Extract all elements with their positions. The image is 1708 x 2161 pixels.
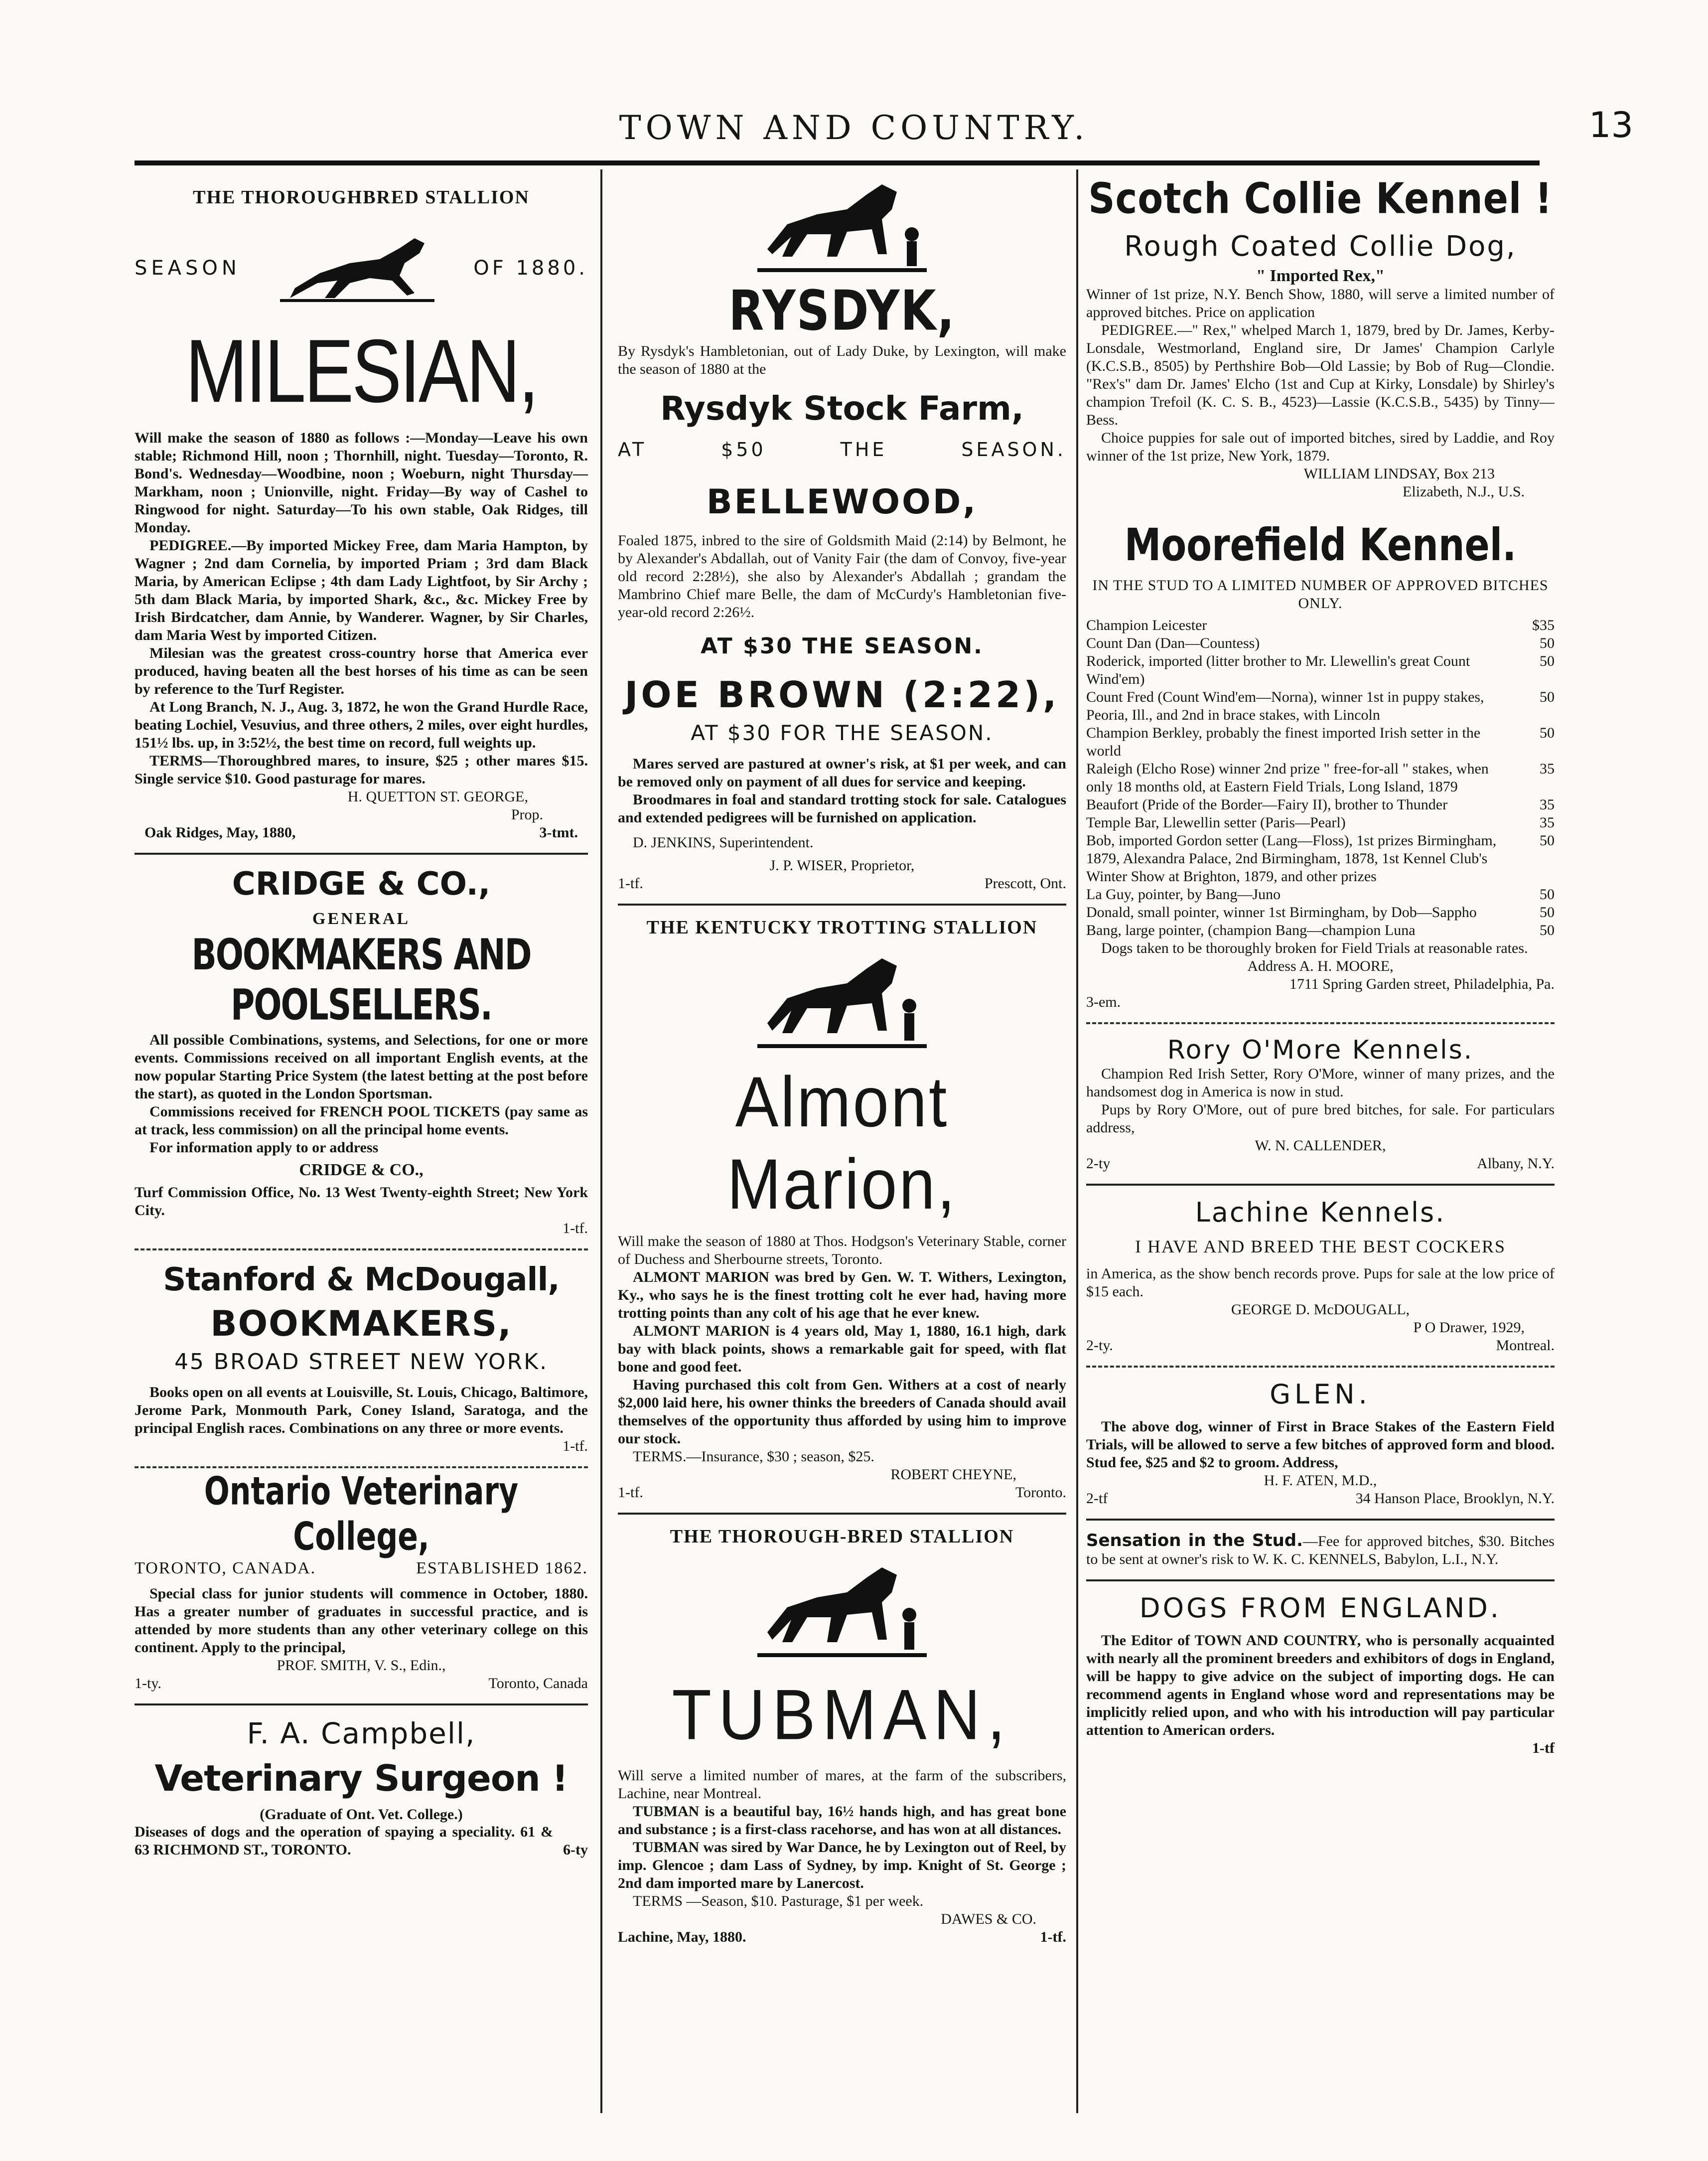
lachine-name: Lachine Kennels. (1195, 1197, 1446, 1228)
stud-dog-row (1086, 904, 1555, 922)
tubman-p3: TUBMAN was sired by War Dance, he by Lexington out of Reel, by imp. Glencoe ; dam Lass of Sydney, by imp. Knight of St. George ; 2nd dam imported mare by Lanercost. (618, 1839, 1066, 1891)
stud-dog-name: Champion Berkley, probably the finest imported Irish setter in the world (1086, 725, 1481, 759)
ad-glen (1086, 1379, 1555, 1508)
rysdyk-season: SEASON. (961, 439, 1066, 461)
moorefield-code: 3-em. (1086, 994, 1121, 1010)
ovc-name: Ontario Veterinary College, (204, 1469, 519, 1559)
tubman-footer-place: Lachine, May, 1880. (618, 1929, 746, 1945)
stud-dog-fee: $35 (1532, 617, 1555, 633)
separator (135, 1248, 588, 1250)
england-code: 1-tf (1532, 1740, 1555, 1756)
scotch-p3: Choice puppies for sale out of imported bitches, sired by Laddie, and Roy winner of the 1st prize, New York, 1879. (1086, 430, 1555, 464)
stud-dog-fee: 50 (1540, 653, 1555, 669)
stud-dog-name: Raleigh (Elcho Rose) winner 2nd prize " free-for-all " stakes, when only 18 months old, at Eastern Field Trials, Long Island, 1879 (1086, 761, 1489, 795)
stud-dog-fee: 35 (1540, 814, 1555, 831)
joebrown-code: 1-tf. (618, 875, 643, 892)
column-rule-1 (600, 169, 602, 2113)
rysdyk-p1: By Rysdyk's Hambletonian, out of Lady Duke, by Lexington, will make the season of 1880 at the (618, 343, 1066, 377)
lachine-code: 2-ty. (1086, 1337, 1113, 1354)
joebrown-superintendent: D. JENKINS, Superintendent. (633, 834, 814, 851)
stud-dog-name: Temple Bar, Llewellin setter (Paris—Pearl) (1086, 814, 1346, 831)
stud-dog-fee: 50 (1540, 904, 1555, 921)
tubman-code: 1-tf. (1040, 1929, 1066, 1945)
cridge-p1: All possible Combinations, systems, and Selections, for one or more events. Commissions received on all important English events, at the now popular Starting Price System (the latest betting at the post before the start), as quoted in the London Sportsman. (135, 1032, 588, 1102)
separator (1086, 1022, 1555, 1024)
tubman-name: TUBMAN, (672, 1674, 1012, 1755)
almont-p4: Having purchased this colt from Gen. Withers at a cost of nearly $2,000 laid here, his owner thinks the breeders of Canada should avail themselves of the opportunity thus afforded by using him to improve our stock. (618, 1377, 1066, 1447)
separator (1086, 1519, 1555, 1521)
lachine-city: Montreal. (1496, 1337, 1555, 1354)
joebrown-p1: Mares served are pastured at owner's risk, at $1 per week, and can be removed only on payment of all dues for service and keeping. (618, 756, 1066, 790)
joebrown-p2: Broodmares in foal and standard trotting stock for sale. Catalogues and extended pedigrees will be furnished on application. (618, 791, 1066, 826)
ovc-established: ESTABLISHED 1862. (416, 1559, 588, 1577)
ad-stanford (135, 1261, 588, 1455)
stud-dog-name: Bob, imported Gordon setter (Lang—Floss), 1st prizes Birmingham, 1879, Alexandra Palace, 2nd Birmingham, 1878, 1st Kennel Club's Winter Show at Brighton, 1879, and other prizes (1086, 832, 1497, 885)
separator (1086, 1579, 1555, 1581)
ad-tubman (618, 1526, 1066, 1946)
stanford-name: Stanford & McDougall, (163, 1261, 560, 1298)
column-3 (1086, 174, 1555, 1757)
stanford-p1: Books open on all events at Louisville, St. Louis, Chicago, Baltimore, Jerome Park, Monmouth Park, Coney Island, Saratoga, and the principal English races. Combinations on any three or more events. (135, 1384, 588, 1436)
rory-signature: W. N. CALLENDER, (1255, 1137, 1386, 1154)
moorefield-signature: Address A. H. MOORE, (1247, 958, 1394, 974)
separator (1086, 1366, 1555, 1368)
separator (135, 1466, 588, 1468)
stanford-sub: BOOKMAKERS, (210, 1303, 512, 1344)
stud-dog-name: Count Fred (Count Wind'em—Norna), winner 1st in puppy stakes, Peoria, Ill., and 2nd in brace stakes, with Lincoln (1086, 689, 1484, 723)
tubman-p2: TUBMAN is a beautiful bay, 16½ hands high, and has great bone and substance ; is a first-class racehorse, and has won at all distances. (618, 1803, 1066, 1838)
ad-milesian (135, 186, 588, 842)
tubman-terms: TERMS —Season, $10. Pasturage, $1 per week. (633, 1893, 924, 1909)
campbell-p1: Diseases of dogs and the operation of spaying a speciality. 61 & 63 RICHMOND ST., TORONTO. (135, 1824, 554, 1858)
stud-dog-fee: 50 (1540, 886, 1555, 903)
almont-kicker: THE KENTUCKY TROTTING STALLION (646, 917, 1038, 938)
ad-dogs-from-england (1086, 1592, 1555, 1757)
ad-bellewood (618, 482, 1066, 659)
lachine-box: P O Drawer, 1929, (1413, 1319, 1525, 1336)
moorefield-p1: Dogs taken to be thoroughly broken for Field Trials at reasonable rates. (1101, 940, 1528, 956)
moorefield-address: 1711 Spring Garden street, Philadelphia, Pa. (1289, 976, 1555, 992)
ad-almont-marion (618, 917, 1066, 1502)
rory-p2: Pups by Rory O'More, out of pure bred bitches, for sale. For particulars address, (1086, 1101, 1555, 1136)
ad-campbell (135, 1716, 588, 1859)
ovc-city: Toronto, Canada (488, 1675, 588, 1692)
separator (135, 1703, 588, 1705)
milesian-footer-place: Oak Ridges, May, 1880, (144, 824, 296, 841)
ad-moorefield (1086, 519, 1555, 1011)
almont-terms: TERMS.—Insurance, $30 ; season, $25. (633, 1448, 874, 1465)
stud-dog-fee: 50 (1540, 689, 1555, 705)
stud-dog-name: La Guy, pointer, by Bang—Juno (1086, 886, 1281, 903)
almont-p2: ALMONT MARION was bred by Gen. W. T. Withers, Lexington, Ky., who says he is the finest trotting colt he ever had, having more trotting points than any colt of his age that he ever knew. (618, 1269, 1066, 1321)
sensation-lead: Sensation in the Stud. (1086, 1531, 1303, 1550)
campbell-title: Veterinary Surgeon ! (154, 1757, 568, 1799)
stud-dog-name: Bang, large pointer, (champion Bang—champion Luna (1086, 922, 1416, 938)
rysdyk-farm: Rysdyk Stock Farm, (660, 389, 1024, 428)
stud-dog-row (1086, 760, 1555, 796)
separator (618, 1513, 1066, 1515)
scotch-city: Elizabeth, N.J., U.S. (1403, 483, 1525, 500)
horse-and-groom-icon (752, 948, 932, 1058)
joebrown-proprietor: J. P. WISER, Proprietor, (769, 857, 915, 874)
rysdyk-name: RYSDYK, (728, 279, 956, 343)
rysdyk-the: THE (840, 439, 887, 461)
glen-p1: The above dog, winner of First in Brace Stakes of the Eastern Field Trials, will be allowed to serve a few bitches of approved form and blood. Stud fee, $25 and $2 to groom. Address, (1086, 1418, 1555, 1471)
bellewood-terms: AT $30 THE SEASON. (701, 633, 984, 659)
almont-name: Almont Marion, (727, 1062, 957, 1224)
cridge-p2: Commissions received for FRENCH POOL TICKETS (pay same as at track, less commission) on all the principal home events. (135, 1103, 588, 1138)
bellewood-name: BELLEWOOD, (706, 482, 978, 522)
season-right: OF 1880. (473, 257, 588, 280)
sensation-text: —Fee for approved bitches, $30. Bitches to be sent at owner's risk to W. K. C. KENNELS, Babylon, L.I., N.Y. (1086, 1533, 1555, 1567)
separator (618, 904, 1066, 906)
column-rule-2 (1076, 169, 1078, 2113)
campbell-sub: (Graduate of Ont. Vet. College.) (260, 1806, 463, 1823)
ad-lachine-kennels (1086, 1197, 1555, 1355)
almont-p1: Will make the season of 1880 at Thos. Hodgson's Veterinary Stable, corner of Duchess and Sherbourne streets, Toronto. (618, 1233, 1066, 1267)
separator (135, 853, 588, 855)
almont-p3: ALMONT MARION is 4 years old, May 1, 1880, 16.1 high, dark bay with black points, shows a remarkable gait for speed, with flat bone and good feet. (618, 1323, 1066, 1375)
stud-dog-list (1086, 617, 1555, 939)
ad-cridge (135, 866, 588, 1237)
ad-rysdyk (618, 174, 1066, 461)
stanford-code: 1-tf. (563, 1438, 588, 1454)
cridge-title: BOOKMAKERS AND POOLSELLERS. (191, 929, 531, 1030)
milesian-schedule: Will make the season of 1880 as follows :—Monday—Leave his own stable; Richmond Hill, noon ; Thornhill, night. Tuesday—Toronto, R. Bond's. Wednesday—Woodbine, noon ; Woeburn, night Thursday—Markham, noon ; Unionville, night. Friday—By way of Cashel to Ringwood for night. Saturday—To his own stable, Oak Ridges, till Monday. (135, 430, 588, 536)
glen-code: 2-tf (1086, 1490, 1108, 1507)
page-number: 13 (1588, 105, 1633, 146)
moorefield-name: Moorefield Kennel. (1124, 519, 1517, 571)
milesian-signature: H. QUETTON ST. GEORGE, (347, 788, 528, 805)
horse-name: MILESIAN, (185, 320, 537, 421)
stud-dog-name: Count Dan (Dan—Countess) (1086, 635, 1260, 651)
scotch-p1: Winner of 1st prize, N.Y. Bench Show, 1880, will serve a limited number of approved bitches. Price on application (1086, 286, 1555, 320)
scotch-sub: Rough Coated Collie Dog, (1124, 230, 1517, 263)
scotch-signature: WILLIAM LINDSAY, Box 213 (1303, 465, 1495, 482)
milesian-record: At Long Branch, N. J., Aug. 3, 1872, he won the Grand Hurdle Race, beating Lochiel, Vesuvius, and three others, 2 miles, over eight hurdles, 151½ lbs. up, in 3:52½, the best time on record, full weights up. (135, 699, 588, 751)
ad-sensation (1086, 1532, 1555, 1568)
rysdyk-at: AT (618, 439, 647, 461)
ad-rory-omore (1086, 1035, 1555, 1173)
lachine-signature: GEORGE D. McDOUGALL, (1231, 1301, 1410, 1318)
tubman-signature: DAWES & CO. (941, 1911, 1036, 1927)
cridge-address: Turf Commission Office, No. 13 West Twenty-eighth Street; New York City. (135, 1184, 588, 1219)
bellewood-p1: Foaled 1875, inbred to the sire of Goldsmith Maid (2:14) by Belmont, he by Alexander's Abdallah, out of Vanity Fair (the dam of Convoy, five-year old record 2:28½), she also by Alexander's Abdallah ; grandam the Mambrino Chief mare Belle, the dam of McCurdy's Hambletonian five-year-old record 2:26½. (618, 532, 1066, 620)
stud-dog-row (1086, 814, 1555, 832)
glen-name: GLEN. (1270, 1379, 1371, 1410)
cridge-signature: CRIDGE & CO., (299, 1161, 424, 1179)
rory-city: Albany, N.Y. (1477, 1155, 1555, 1172)
scotch-name: Scotch Collie Kennel ! (1088, 174, 1553, 224)
stud-dog-fee: 35 (1540, 761, 1555, 777)
almont-city: Toronto. (1015, 1484, 1066, 1501)
ovc-signature: PROF. SMITH, V. S., Edin., (277, 1657, 446, 1674)
ad-kicker: THE THOROUGHBRED STALLION (193, 187, 530, 208)
cridge-code: 1-tf. (563, 1220, 588, 1236)
milesian-pedigree: PEDIGREE.—By imported Mickey Free, dam Maria Hampton, by Wagner ; 2nd dam Cornelia, by imported Priam ; 3rd dam Black Maria, by American Eclipse ; 4th dam Lady Lightfoot, by Sir Archy ; 5th dam Black Maria, by imported Shark, &c., &c. Mickey Free by Irish Birdcatcher, dam Annie, by Wanderer. Wagner, by Sir Charles, dam Maria West by imported Citizen. (135, 537, 588, 643)
milesian-signature-title: Prop. (511, 806, 543, 823)
rysdyk-price: $50 (721, 439, 766, 461)
milesian-history: Milesian was the greatest cross-country horse that America ever produced, having beaten all the best horses of his time as can be seen by reference to the Turf Register. (135, 645, 588, 697)
stud-dog-row (1086, 724, 1555, 760)
header-rule (135, 160, 1540, 165)
campbell-name: F. A. Campbell, (247, 1716, 476, 1750)
england-p1: The Editor of TOWN AND COUNTRY, who is personally acquainted with nearly all the prominent breeders and exhibitors of dogs in England, will be happy to give advice on the subject of importing dogs. He can recommend agents in England whose word and representations may be implicitly relied upon, and who with his introduction will pay particular attention to American orders. (1086, 1632, 1555, 1738)
stud-dog-name: Champion Leicester (1086, 617, 1207, 633)
lachine-p1: in America, as the show bench records prove. Pups for sale at the low price of $15 each. (1086, 1265, 1555, 1300)
stud-dog-row (1086, 886, 1555, 904)
almont-code: 1-tf. (618, 1484, 643, 1501)
glen-signature: H. F. ATEN, M.D., (1264, 1472, 1377, 1489)
campbell-code: 6-ty (563, 1842, 588, 1858)
stud-dog-row (1086, 796, 1555, 814)
stud-dog-name: Roderick, imported (litter brother to Mr. Llewellin's great Count Wind'em) (1086, 653, 1470, 687)
separator (1086, 1184, 1555, 1186)
stud-dog-row (1086, 832, 1555, 886)
stud-dog-fee: 50 (1540, 725, 1555, 741)
england-name: DOGS FROM ENGLAND. (1139, 1592, 1501, 1624)
glen-address: 34 Hanson Place, Brooklyn, N.Y. (1355, 1490, 1555, 1507)
ovc-code: 1-ty. (135, 1675, 161, 1692)
ad-scotch-collie (1086, 174, 1555, 501)
milesian-terms: TERMS—Thoroughbred mares, to insure, $25 ; other mares $15. Single service $10. Good pasturage for mares. (135, 753, 588, 787)
stud-dog-row (1086, 652, 1555, 688)
joebrown-city: Prescott, Ont. (984, 875, 1066, 892)
milesian-footer-code: 3-tmt. (539, 824, 578, 841)
cridge-name: CRIDGE & CO., (232, 866, 491, 903)
horse-and-groom-icon (752, 1557, 932, 1667)
joebrown-name: JOE BROWN (2:22), (624, 674, 1060, 716)
stud-dog-fee: 50 (1540, 922, 1555, 938)
stud-dog-row (1086, 688, 1555, 724)
stud-dog-name: Beaufort (Pride of the Border—Fairy II), brother to Thunder (1086, 796, 1448, 813)
stud-dog-row (1086, 634, 1555, 652)
horse-and-groom-icon (747, 174, 937, 279)
rory-code: 2-ty (1086, 1155, 1111, 1172)
stud-dog-row (1086, 922, 1555, 939)
cridge-sub: GENERAL (312, 910, 411, 928)
rory-name: Rory O'More Kennels. (1167, 1035, 1474, 1065)
stud-dog-fee: 50 (1540, 832, 1555, 849)
moorefield-sub: IN THE STUD TO A LIMITED NUMBER OF APPROVED BITCHES ONLY. (1092, 577, 1549, 612)
rory-p1: Champion Red Irish Setter, Rory O'More, winner of many prizes, and the handsomest dog in America is now in stud. (1086, 1066, 1555, 1100)
season-left: SEASON (135, 257, 241, 280)
stud-dog-fee: 50 (1540, 635, 1555, 651)
lachine-sub: I HAVE AND BREED THE BEST COCKERS (1135, 1236, 1506, 1256)
almont-signature: ROBERT CHEYNE, (890, 1466, 1016, 1483)
page-header-title: TOWN AND COUNTRY. (619, 109, 1089, 147)
column-1 (135, 174, 588, 1859)
tubman-p1: Will serve a limited number of mares, at the farm of the subscribers, Lachine, near Montreal. (618, 1767, 1066, 1802)
ad-joe-brown (618, 674, 1066, 893)
cridge-p3: For information apply to or address (149, 1139, 379, 1156)
stanford-address: 45 BROAD STREET NEW YORK. (174, 1349, 549, 1375)
scotch-dog: " Imported Rex," (1256, 267, 1385, 285)
stud-dog-name: Donald, small pointer, winner 1st Birmingham, by Dob—Sappho (1086, 904, 1477, 921)
ad-ontario-veterinary-college (135, 1469, 588, 1693)
stud-dog-row (1086, 617, 1555, 634)
scotch-pedigree: PEDIGREE.—" Rex," whelped March 1, 1879, bred by Dr. James, Kerby-Lonsdale, Westmorland, England sire, Dr James' Champion Carlyle (K.C.S.B., 8505) by Perthshire Bob—Old Lassie; by Bob of Rug—Clondie. "Rex's" dam Dr. James' Elcho (1st and Cup at Kirky, Lonsdale) by Shirley's champion Trefoil (K. C. S. B., 4523)—Lassie (K.C.S.B., 5435) by Tinny—Bess. (1086, 322, 1555, 428)
column-2 (618, 174, 1066, 1946)
tubman-kicker: THE THOROUGH-BRED STALLION (670, 1526, 1014, 1547)
stud-dog-fee: 35 (1540, 796, 1555, 813)
joebrown-terms: AT $30 FOR THE SEASON. (691, 721, 994, 745)
ovc-p1: Special class for junior students will commence in October, 1880. Has a greater number of graduates in successful practice, and is attended by more students than any other veterinary college on this continent. Apply to the principal, (135, 1585, 588, 1656)
ovc-place: TORONTO, CANADA. (135, 1559, 316, 1577)
running-horse-icon (275, 228, 439, 308)
